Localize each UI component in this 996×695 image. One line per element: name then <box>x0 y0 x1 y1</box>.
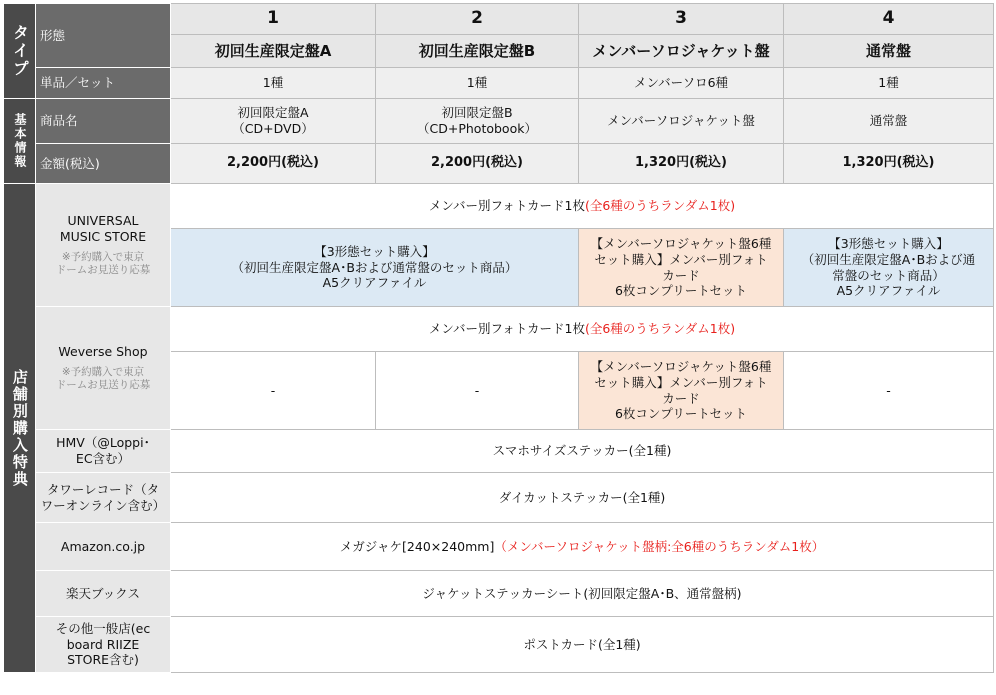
price-cell-4: 1,320円(税込) <box>784 144 994 184</box>
weverse-solo-set-benefit: 【メンバーソロジャケット盤6種 セット購入】メンバー別フォト カード 6枚コンプリートセット <box>579 352 784 430</box>
unit-cell-2: 1種 <box>376 68 579 99</box>
category-basic: 基本情報 <box>4 99 36 184</box>
unit-cell-1: 1種 <box>171 68 376 99</box>
ums-set3-benefit: 【3形態セット購入】 （初回生産限定盤A･Bおよび通常盤のセット商品） A5クリアファイル <box>171 229 579 307</box>
weverse-dash-1: - <box>171 352 376 430</box>
release-comparison-table <box>3 3 994 673</box>
other-benefit: ポストカード(全1種) <box>171 617 994 673</box>
ums-photocard-benefit: メンバー別フォトカード1枚(全6種のうちランダム1枚) <box>171 184 994 229</box>
unit-cell-3: メンバーソロ6種 <box>579 68 784 99</box>
store-other: その他一般店(ec board RIIZE STORE含む) <box>36 617 171 673</box>
product-cell-1: 初回限定盤A （CD+DVD） <box>171 99 376 144</box>
row-label-unit: 単品／セット <box>36 68 171 99</box>
product-cell-2: 初回限定盤B （CD+Photobook） <box>376 99 579 144</box>
tower-benefit: ダイカットステッカー(全1種) <box>171 473 994 523</box>
category-store: 店舗別購入特典 <box>4 184 36 673</box>
product-cell-4: 通常盤 <box>784 99 994 144</box>
unit-cell-4: 1種 <box>784 68 994 99</box>
row-label-price: 金額(税込) <box>36 144 171 184</box>
weverse-dash-4: - <box>784 352 994 430</box>
ums-note: ※予約購入で東京 ドームお見送り応募 <box>55 250 151 276</box>
weverse-photocard-benefit: メンバー別フォトカード1枚(全6種のうちランダム1枚) <box>171 307 994 352</box>
store-tower-records: タワーレコード（タ ワーオンライン含む） <box>36 473 171 523</box>
store-ums: UNIVERSAL MUSIC STORE ※予約購入で東京 ドームお見送り応募 <box>36 184 171 307</box>
column-number-4: 4 <box>784 4 994 35</box>
price-cell-3: 1,320円(税込) <box>579 144 784 184</box>
column-name-2: 初回生産限定盤B <box>376 35 579 68</box>
store-rakuten: 楽天ブックス <box>36 571 171 617</box>
store-amazon: Amazon.co.jp <box>36 523 171 571</box>
price-cell-1: 2,200円(税込) <box>171 144 376 184</box>
ums-set4-benefit: 【3形態セット購入】 （初回生産限定盤A･Bおよび通 常盤のセット商品） A5クリアファイル <box>784 229 994 307</box>
ums-solo-set-benefit: 【メンバーソロジャケット盤6種 セット購入】メンバー別フォト カード 6枚コンプリートセット <box>579 229 784 307</box>
store-hmv: HMV（@Loppi･ EC含む） <box>36 430 171 473</box>
category-type: タイプ <box>4 4 36 99</box>
rakuten-benefit: ジャケットステッカーシート(初回限定盤A･B、通常盤柄) <box>171 571 994 617</box>
column-number-1: 1 <box>171 4 376 35</box>
weverse-dash-2: - <box>376 352 579 430</box>
column-name-4: 通常盤 <box>784 35 994 68</box>
amazon-benefit: メガジャケ[240×240mm]（メンバーソロジャケット盤柄:全6種のうちランダム1枚） <box>171 523 994 571</box>
store-weverse: Weverse Shop ※予約購入で東京 ドームお見送り応募 <box>36 307 171 430</box>
product-cell-3: メンバーソロジャケット盤 <box>579 99 784 144</box>
column-number-2: 2 <box>376 4 579 35</box>
column-number-3: 3 <box>579 4 784 35</box>
column-name-3: メンバーソロジャケット盤 <box>579 35 784 68</box>
column-name-1: 初回生産限定盤A <box>171 35 376 68</box>
row-label-product: 商品名 <box>36 99 171 144</box>
row-label-form: 形態 <box>36 4 171 68</box>
weverse-note: ※予約購入で東京 ドームお見送り応募 <box>55 365 151 391</box>
hmv-benefit: スマホサイズステッカー(全1種) <box>171 430 994 473</box>
price-cell-2: 2,200円(税込) <box>376 144 579 184</box>
